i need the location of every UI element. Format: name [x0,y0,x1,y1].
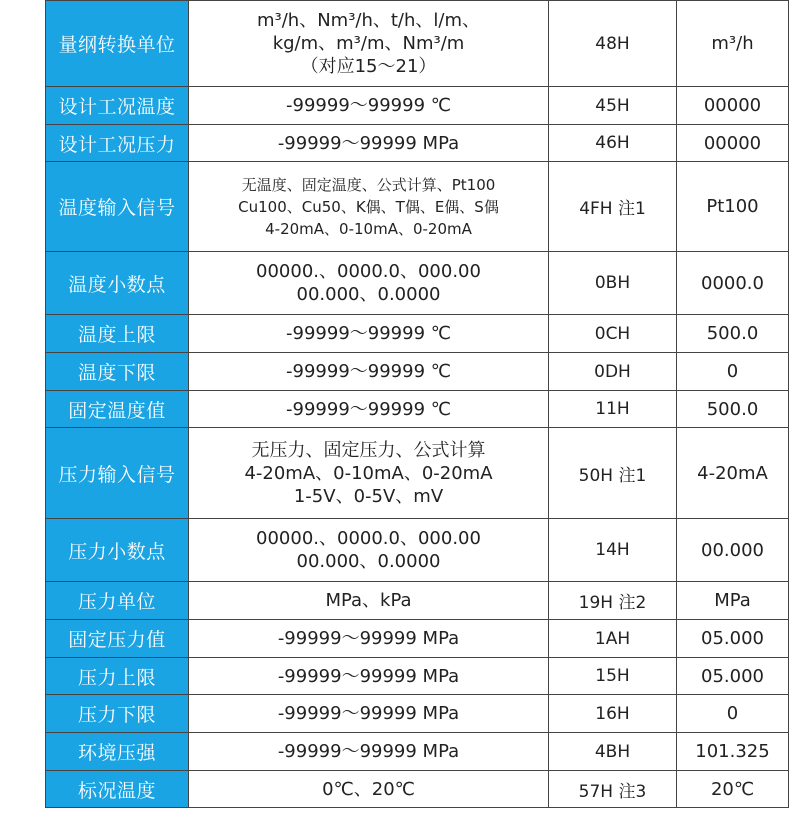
table-row [46,733,789,771]
range-line: Cu100、Cu50、K偶、T偶、E偶、S偶 [238,197,499,216]
parameter-range [189,428,549,519]
range-line: 1-5V、0-5V、mV [293,485,444,507]
parameter-name: 压力下限 [46,695,189,733]
parameter-address: 15H [549,658,677,695]
table-row [46,125,789,162]
parameter-range [189,1,549,87]
parameter-name: 设计工况压力 [46,125,189,162]
range-line: -99999～99999 ℃ [286,323,451,344]
table-row [46,252,789,315]
parameter-default: 20℃ [677,771,789,808]
parameter-address: 4BH [549,733,677,771]
parameter-address: 1AH [549,620,677,658]
parameter-table-body [46,1,789,808]
parameter-address: 46H [549,125,677,162]
parameter-name: 固定温度值 [46,391,189,428]
parameter-address: 11H [549,391,677,428]
parameter-default: 00000 [677,87,789,125]
range-line: 00000.、0000.0、000.00 [256,528,481,549]
table-row [46,391,789,428]
parameter-default: 0 [677,353,789,391]
parameter-range [189,353,549,391]
parameter-name: 压力输入信号 [46,428,189,519]
range-line: -99999～99999 ℃ [286,95,451,116]
parameter-default: 4-20mA [677,428,789,519]
parameter-default: 500.0 [677,315,789,353]
range-line: kg/m、m³/m、Nm³/m [272,33,465,54]
parameter-range [189,582,549,620]
range-line: -99999～99999 MPa [277,132,460,154]
parameter-table [45,0,789,808]
parameter-default: 05.000 [677,658,789,695]
table-row [46,582,789,620]
parameter-range [189,391,549,428]
parameter-default: MPa [677,582,789,620]
parameter-name: 量纲转换单位 [46,1,189,87]
range-line: -99999～99999 MPa [277,703,460,724]
parameter-range [189,252,549,315]
range-line: m³/h、Nm³/h、t/h、l/m、 [256,10,481,31]
table-row [46,162,789,252]
parameter-default: m³/h [677,1,789,87]
table-row [46,695,789,733]
parameter-name: 压力上限 [46,658,189,695]
range-line: -99999～99999 ℃ [286,361,451,382]
parameter-address: 57H 注3 [549,771,677,808]
parameter-name: 温度上限 [46,315,189,353]
parameter-address: 48H [549,1,677,87]
parameter-default: 00.000 [677,519,789,582]
range-line: -99999～99999 MPa [277,665,460,687]
parameter-default: 0 [677,695,789,733]
table-row [46,1,789,87]
parameter-name: 环境压强 [46,733,189,771]
range-line: -99999～99999 MPa [277,628,460,649]
range-line: 无温度、固定温度、公式计算、Pt100 [241,175,496,194]
range-line: -99999～99999 ℃ [286,398,451,420]
parameter-default: Pt100 [677,162,789,252]
parameter-address: 14H [549,519,677,582]
table-row [46,428,789,519]
parameter-name: 固定压力值 [46,620,189,658]
range-line: 00.000、0.0000 [296,551,441,572]
parameter-name: 温度输入信号 [46,162,189,252]
table-row [46,353,789,391]
parameter-name: 温度下限 [46,353,189,391]
parameter-range [189,695,549,733]
parameter-address: 0CH [549,315,677,353]
range-line: -99999～99999 MPa [277,741,460,762]
range-line: MPa、kPa [325,590,412,611]
range-line: 00.000、0.0000 [296,284,441,305]
table-row [46,315,789,353]
parameter-address: 45H [549,87,677,125]
parameter-range [189,658,549,695]
parameter-range [189,620,549,658]
parameter-name: 设计工况温度 [46,87,189,125]
range-line: （对应15～21） [300,56,437,77]
range-line: 0℃、20℃ [322,778,415,800]
parameter-address: 19H 注2 [549,582,677,620]
parameter-default: 05.000 [677,620,789,658]
parameter-range [189,125,549,162]
table-row [46,658,789,695]
parameter-address: 0DH [549,353,677,391]
parameter-address: 0BH [549,252,677,315]
parameter-name: 温度小数点 [46,252,189,315]
parameter-default: 00000 [677,125,789,162]
parameter-address: 50H 注1 [549,428,677,519]
range-line: 00000.、0000.0、000.00 [256,261,481,282]
parameter-default: 500.0 [677,391,789,428]
table-row [46,87,789,125]
parameter-address: 16H [549,695,677,733]
parameter-range [189,87,549,125]
parameter-range [189,519,549,582]
parameter-address: 4FH 注1 [549,162,677,252]
parameter-range [189,162,549,252]
range-line: 4-20mA、0-10mA、0-20mA [265,219,472,238]
table-row [46,771,789,808]
parameter-name: 压力小数点 [46,519,189,582]
parameter-range [189,771,549,808]
table-row [46,519,789,582]
table-row [46,620,789,658]
parameter-range [189,315,549,353]
parameter-name: 标况温度 [46,771,189,808]
parameter-default: 101.325 [677,733,789,771]
parameter-name: 压力单位 [46,582,189,620]
range-line: 无压力、固定压力、公式计算 [251,439,486,461]
range-line: 4-20mA、0-10mA、0-20mA [244,462,493,484]
parameter-range [189,733,549,771]
parameter-default: 0000.0 [677,252,789,315]
